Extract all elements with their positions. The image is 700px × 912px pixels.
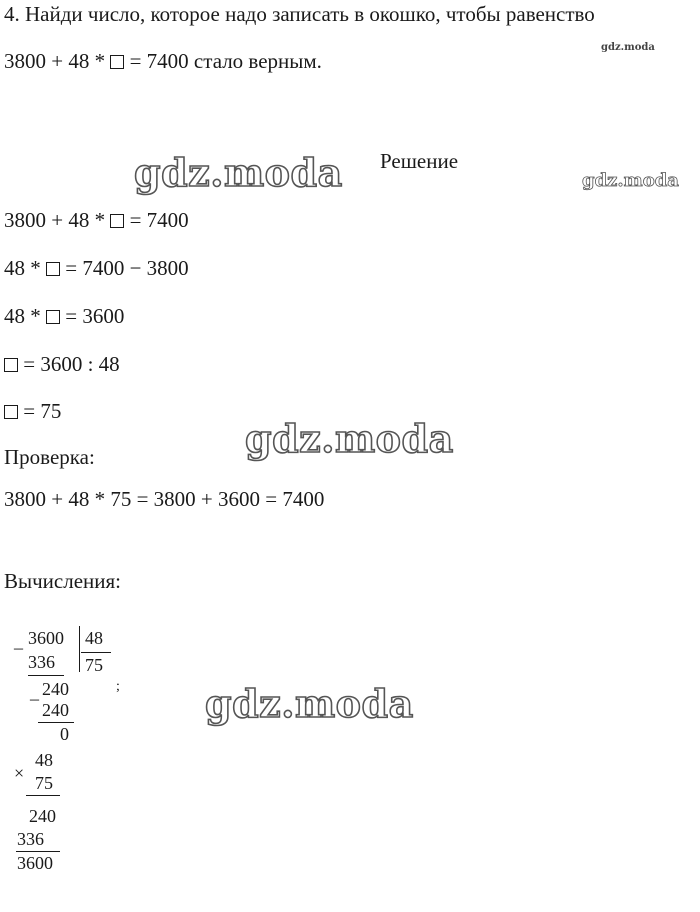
- task-line-1: [4, 4, 595, 25]
- division-bar-horizontal: [81, 652, 111, 653]
- division-line-2: [38, 722, 74, 723]
- task-text-1: 4. Найди число, которое надо записать в окошко, чтобы равенство: [4, 2, 595, 26]
- step-4-right: = 3600 : 48: [18, 352, 120, 376]
- empty-box-icon: [4, 405, 18, 419]
- division-divisor: 48: [85, 628, 103, 648]
- watermark-3: gdz.moda: [245, 416, 454, 461]
- step-3-right: = 3600: [60, 304, 125, 328]
- division-bar-vertical: [79, 626, 80, 672]
- multiply-factor-1: 48: [35, 750, 53, 770]
- division-minus-2: _: [30, 682, 39, 702]
- watermark-tiny: gdz.moda: [601, 42, 655, 53]
- step-2: [4, 258, 189, 279]
- watermark-2: gdz.moda: [582, 170, 679, 191]
- multiply-line-2: [16, 851, 60, 852]
- division-quotient: 75: [85, 655, 103, 675]
- multiply-sign: ×: [14, 763, 25, 783]
- empty-box-icon: [46, 262, 60, 276]
- step-2-right: = 7400 − 3800: [60, 256, 189, 280]
- division-remainder-2: 0: [60, 724, 69, 744]
- step-3: [4, 306, 124, 327]
- task-text-2b: = 7400 стало верным.: [124, 49, 322, 73]
- division-dividend: 3600: [28, 628, 64, 648]
- step-3-left: 48 *: [4, 304, 46, 328]
- empty-box-icon: [110, 55, 124, 69]
- step-2-left: 48 *: [4, 256, 46, 280]
- multiply-partial-2: 336: [17, 829, 44, 849]
- multiply-factor-2: 75: [35, 773, 53, 793]
- division-remainder-1: 240: [42, 679, 69, 699]
- calc-label: Вычисления:: [4, 569, 122, 593]
- step-1-left: 3800 + 48 *: [4, 208, 111, 232]
- step-5-right: = 75: [18, 399, 62, 423]
- multiply-line-1: [26, 795, 60, 796]
- division-minus-1: _: [14, 631, 23, 651]
- empty-box-icon: [4, 358, 18, 372]
- multiply-result: 3600: [17, 853, 53, 873]
- empty-box-icon: [110, 214, 124, 228]
- division-line-1: [28, 675, 64, 676]
- task-text-2a: 3800 + 48 *: [4, 49, 111, 73]
- solution-heading: Решение: [380, 149, 459, 173]
- step-5: [4, 401, 61, 422]
- multiply-partial-1: 240: [29, 806, 56, 826]
- watermark-4: gdz.moda: [205, 681, 414, 726]
- step-1-right: = 7400: [124, 208, 189, 232]
- check-label: Проверка:: [4, 445, 95, 469]
- division-subtrahend-2: 240: [42, 700, 69, 720]
- empty-box-icon: [46, 310, 60, 324]
- division-separator: ;: [116, 679, 120, 694]
- task-line-2: [4, 51, 322, 72]
- check-expression: 3800 + 48 * 75 = 3800 + 3600 = 7400: [4, 487, 325, 511]
- watermark-1: gdz.moda: [134, 150, 343, 195]
- step-1: [4, 210, 189, 231]
- step-4: [4, 354, 120, 375]
- division-subtrahend-1: 336: [28, 652, 55, 672]
